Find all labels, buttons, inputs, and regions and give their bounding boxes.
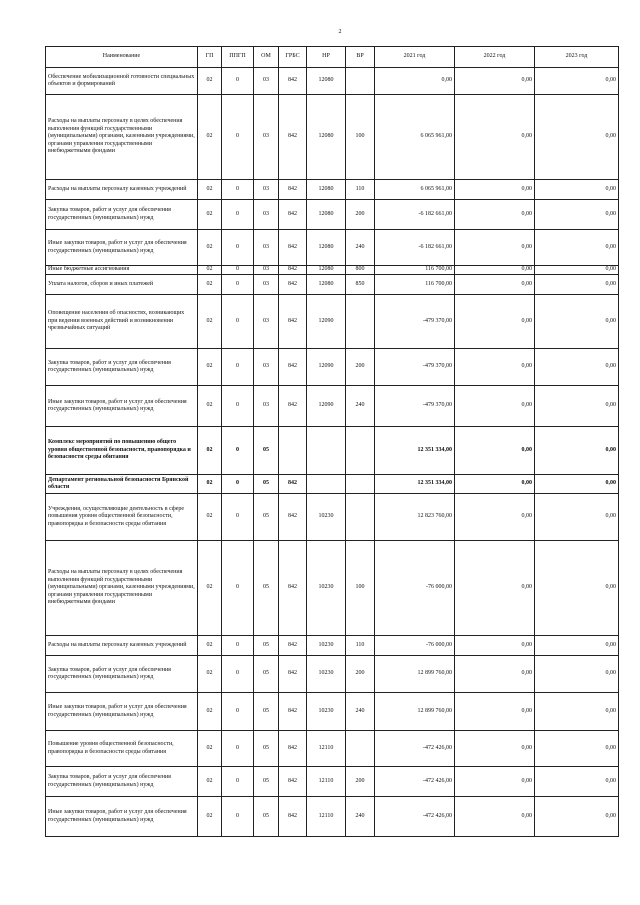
cell-om: 05 — [254, 494, 279, 541]
cell-grbs: 842 — [279, 494, 307, 541]
cell-vr — [346, 475, 375, 494]
cell-grbs: 842 — [279, 475, 307, 494]
cell-name: Иные закупки товаров, работ и услуг для обеспечения государственных (муниципальных) нужд — [46, 797, 198, 837]
cell-nr: 12080 — [307, 275, 346, 295]
cell-name: Закупка товаров, работ и услуг для обеспечения государственных (муниципальных) нужд — [46, 767, 198, 797]
cell-2021: -479 370,00 — [375, 295, 455, 349]
cell-grbs: 842 — [279, 656, 307, 693]
cell-ppgp: 0 — [222, 541, 254, 636]
cell-name: Департамент региональной безопасности Брянской области — [46, 475, 198, 494]
cell-grbs: 842 — [279, 767, 307, 797]
cell-vr: 240 — [346, 230, 375, 266]
cell-grbs — [279, 427, 307, 475]
cell-nr: 12080 — [307, 95, 346, 180]
cell-2023: 0,00 — [535, 475, 619, 494]
table-row — [46, 295, 619, 349]
cell-2023: 0,00 — [535, 200, 619, 230]
cell-2021: -472 426,00 — [375, 797, 455, 837]
cell-vr: 800 — [346, 266, 375, 275]
cell-grbs: 842 — [279, 68, 307, 95]
header-2021: 2021 год — [375, 47, 455, 68]
table-row — [46, 230, 619, 266]
cell-om: 05 — [254, 636, 279, 656]
cell-vr: 240 — [346, 797, 375, 837]
table-row — [46, 386, 619, 427]
cell-ppgp: 0 — [222, 636, 254, 656]
cell-om: 03 — [254, 68, 279, 95]
cell-vr: 100 — [346, 541, 375, 636]
table-row — [46, 275, 619, 295]
cell-ppgp: 0 — [222, 275, 254, 295]
cell-2022: 0,00 — [455, 95, 535, 180]
table-row — [46, 349, 619, 386]
cell-2021: 12 899 760,00 — [375, 693, 455, 731]
cell-2023: 0,00 — [535, 656, 619, 693]
cell-nr: 10230 — [307, 656, 346, 693]
cell-nr: 10230 — [307, 541, 346, 636]
cell-grbs: 842 — [279, 180, 307, 200]
cell-2022: 0,00 — [455, 266, 535, 275]
cell-ppgp: 0 — [222, 68, 254, 95]
cell-name: Расходы на выплаты персоналу в целях обеспечения выполнения функций государственными (муниципальными) органами, казенными учреждениями, органами управления государственными внебюджетными фондами — [46, 541, 198, 636]
cell-nr: 12110 — [307, 731, 346, 767]
cell-ppgp: 0 — [222, 656, 254, 693]
cell-om: 03 — [254, 386, 279, 427]
cell-2023: 0,00 — [535, 386, 619, 427]
cell-2021: -76 000,00 — [375, 541, 455, 636]
cell-2021: -6 182 661,00 — [375, 200, 455, 230]
cell-name: Закупка товаров, работ и услуг для обеспечения государственных (муниципальных) нужд — [46, 656, 198, 693]
cell-name: Иные закупки товаров, работ и услуг для обеспечения государственных (муниципальных) нужд — [46, 386, 198, 427]
cell-2021: -472 426,00 — [375, 767, 455, 797]
cell-gp: 02 — [198, 427, 222, 475]
cell-name: Расходы на выплаты персоналу казенных учреждений — [46, 636, 198, 656]
cell-2022: 0,00 — [455, 230, 535, 266]
cell-grbs: 842 — [279, 541, 307, 636]
cell-2022: 0,00 — [455, 541, 535, 636]
table-row — [46, 767, 619, 797]
cell-name: Закупка товаров, работ и услуг для обеспечения государственных (муниципальных) нужд — [46, 200, 198, 230]
cell-gp: 02 — [198, 656, 222, 693]
cell-2021: 12 351 334,00 — [375, 475, 455, 494]
cell-2022: 0,00 — [455, 68, 535, 95]
table-row — [46, 427, 619, 475]
cell-om: 03 — [254, 349, 279, 386]
header-grbs: ГРБС — [279, 47, 307, 68]
cell-gp: 02 — [198, 95, 222, 180]
cell-2023: 0,00 — [535, 427, 619, 475]
cell-2021: 6 065 961,00 — [375, 180, 455, 200]
cell-vr: 110 — [346, 636, 375, 656]
cell-nr — [307, 475, 346, 494]
cell-gp: 02 — [198, 494, 222, 541]
cell-nr: 12110 — [307, 767, 346, 797]
cell-nr: 12090 — [307, 386, 346, 427]
cell-ppgp: 0 — [222, 494, 254, 541]
cell-2022: 0,00 — [455, 797, 535, 837]
cell-gp: 02 — [198, 731, 222, 767]
cell-gp: 02 — [198, 475, 222, 494]
cell-gp: 02 — [198, 230, 222, 266]
cell-name: Учреждения, осуществляющие деятельность в сфере повышения уровня общественной безопасности, правопорядка и безопасности среды обитания — [46, 494, 198, 541]
header-2023: 2023 год — [535, 47, 619, 68]
cell-vr: 200 — [346, 656, 375, 693]
cell-ppgp: 0 — [222, 475, 254, 494]
cell-2023: 0,00 — [535, 349, 619, 386]
cell-ppgp: 0 — [222, 427, 254, 475]
table-row — [46, 494, 619, 541]
cell-om: 03 — [254, 275, 279, 295]
cell-grbs: 842 — [279, 693, 307, 731]
cell-2023: 0,00 — [535, 266, 619, 275]
cell-2022: 0,00 — [455, 180, 535, 200]
table-row — [46, 731, 619, 767]
cell-nr: 12080 — [307, 266, 346, 275]
cell-2021: 6 065 961,00 — [375, 95, 455, 180]
cell-2023: 0,00 — [535, 767, 619, 797]
cell-2023: 0,00 — [535, 636, 619, 656]
cell-grbs: 842 — [279, 230, 307, 266]
cell-2021: 116 700,00 — [375, 266, 455, 275]
cell-gp: 02 — [198, 349, 222, 386]
table-row — [46, 541, 619, 636]
cell-ppgp: 0 — [222, 180, 254, 200]
cell-nr: 10230 — [307, 494, 346, 541]
cell-gp: 02 — [198, 200, 222, 230]
cell-om: 05 — [254, 693, 279, 731]
cell-gp: 02 — [198, 797, 222, 837]
cell-2022: 0,00 — [455, 767, 535, 797]
cell-vr: 240 — [346, 386, 375, 427]
cell-om: 05 — [254, 767, 279, 797]
cell-om: 05 — [254, 656, 279, 693]
table-row — [46, 636, 619, 656]
cell-gp: 02 — [198, 767, 222, 797]
cell-grbs: 842 — [279, 636, 307, 656]
header-om: ОМ — [254, 47, 279, 68]
cell-om: 03 — [254, 266, 279, 275]
cell-2021: 12 351 334,00 — [375, 427, 455, 475]
table-row — [46, 95, 619, 180]
cell-2022: 0,00 — [455, 693, 535, 731]
cell-nr: 12080 — [307, 68, 346, 95]
cell-name: Расходы на выплаты персоналу в целях обеспечения выполнения функций государственными (муниципальными) органами, казенными учреждениями, органами управления государственными внебюджетными фондами — [46, 95, 198, 180]
cell-om: 03 — [254, 180, 279, 200]
cell-2022: 0,00 — [455, 349, 535, 386]
cell-gp: 02 — [198, 693, 222, 731]
cell-gp: 02 — [198, 295, 222, 349]
table-row — [46, 180, 619, 200]
cell-vr — [346, 68, 375, 95]
cell-2021: -472 426,00 — [375, 731, 455, 767]
cell-nr: 12080 — [307, 230, 346, 266]
cell-grbs: 842 — [279, 95, 307, 180]
cell-name: Повышение уровня общественной безопасности, правопорядка и безопасности среды обитания — [46, 731, 198, 767]
cell-gp: 02 — [198, 636, 222, 656]
cell-nr: 10230 — [307, 693, 346, 731]
cell-ppgp: 0 — [222, 266, 254, 275]
cell-2022: 0,00 — [455, 200, 535, 230]
cell-2023: 0,00 — [535, 731, 619, 767]
cell-gp: 02 — [198, 386, 222, 427]
table-body — [46, 68, 619, 837]
table-row — [46, 266, 619, 275]
header-2022: 2022 год — [455, 47, 535, 68]
cell-2023: 0,00 — [535, 68, 619, 95]
cell-vr: 240 — [346, 693, 375, 731]
cell-nr: 12080 — [307, 200, 346, 230]
cell-name: Иные закупки товаров, работ и услуг для обеспечения государственных (муниципальных) нужд — [46, 693, 198, 731]
cell-ppgp: 0 — [222, 386, 254, 427]
cell-ppgp: 0 — [222, 200, 254, 230]
cell-ppgp: 0 — [222, 349, 254, 386]
cell-grbs: 842 — [279, 266, 307, 275]
cell-vr: 200 — [346, 200, 375, 230]
cell-name: Обеспечение мобилизационной готовности специальных объектов и формирований — [46, 68, 198, 95]
table-row — [46, 200, 619, 230]
cell-grbs: 842 — [279, 200, 307, 230]
cell-name: Иные закупки товаров, работ и услуг для обеспечения государственных (муниципальных) нужд — [46, 230, 198, 266]
cell-name: Комплекс мероприятий по повышению общего уровня общественной безопасности, правопорядка и безопасности среды обитания — [46, 427, 198, 475]
cell-nr — [307, 427, 346, 475]
cell-2021: 0,00 — [375, 68, 455, 95]
cell-2022: 0,00 — [455, 295, 535, 349]
cell-grbs: 842 — [279, 797, 307, 837]
cell-om: 05 — [254, 541, 279, 636]
cell-grbs: 842 — [279, 295, 307, 349]
header-nr: НР — [307, 47, 346, 68]
cell-om: 05 — [254, 731, 279, 767]
cell-vr — [346, 731, 375, 767]
cell-2022: 0,00 — [455, 636, 535, 656]
cell-name: Расходы на выплаты персоналу казенных учреждений — [46, 180, 198, 200]
cell-2021: 116 700,00 — [375, 275, 455, 295]
cell-nr: 12080 — [307, 180, 346, 200]
header-ppgp: ППГП — [222, 47, 254, 68]
cell-name: Закупка товаров, работ и услуг для обеспечения государственных (муниципальных) нужд — [46, 349, 198, 386]
table-row — [46, 656, 619, 693]
cell-2023: 0,00 — [535, 494, 619, 541]
cell-2022: 0,00 — [455, 494, 535, 541]
cell-om: 03 — [254, 230, 279, 266]
cell-2022: 0,00 — [455, 475, 535, 494]
cell-2021: -479 370,00 — [375, 349, 455, 386]
budget-table — [45, 46, 619, 837]
cell-vr — [346, 494, 375, 541]
cell-nr: 10230 — [307, 636, 346, 656]
cell-ppgp: 0 — [222, 767, 254, 797]
header-name: Наименование — [46, 47, 198, 68]
cell-2022: 0,00 — [455, 275, 535, 295]
page-number: 2 — [338, 29, 342, 35]
cell-nr: 12110 — [307, 797, 346, 837]
cell-vr: 200 — [346, 767, 375, 797]
cell-vr: 850 — [346, 275, 375, 295]
cell-2022: 0,00 — [455, 731, 535, 767]
cell-2021: 12 823 760,00 — [375, 494, 455, 541]
cell-2023: 0,00 — [535, 275, 619, 295]
cell-2023: 0,00 — [535, 95, 619, 180]
cell-2021: -76 000,00 — [375, 636, 455, 656]
table-header-row — [46, 47, 619, 68]
cell-om: 03 — [254, 200, 279, 230]
cell-2022: 0,00 — [455, 656, 535, 693]
cell-vr — [346, 295, 375, 349]
cell-vr — [346, 427, 375, 475]
cell-nr: 12090 — [307, 349, 346, 386]
cell-gp: 02 — [198, 541, 222, 636]
cell-2022: 0,00 — [455, 427, 535, 475]
cell-gp: 02 — [198, 180, 222, 200]
cell-vr: 110 — [346, 180, 375, 200]
cell-2021: 12 899 760,00 — [375, 656, 455, 693]
cell-name: Иные бюджетные ассигнования — [46, 266, 198, 275]
cell-ppgp: 0 — [222, 693, 254, 731]
cell-name: Оповещение населения об опасностях, возникающих при ведении военных действий и возникновении чрезвычайных ситуаций — [46, 295, 198, 349]
cell-gp: 02 — [198, 68, 222, 95]
cell-2023: 0,00 — [535, 541, 619, 636]
cell-ppgp: 0 — [222, 230, 254, 266]
cell-ppgp: 0 — [222, 797, 254, 837]
cell-vr: 200 — [346, 349, 375, 386]
cell-2023: 0,00 — [535, 797, 619, 837]
cell-grbs: 842 — [279, 386, 307, 427]
cell-grbs: 842 — [279, 349, 307, 386]
cell-gp: 02 — [198, 266, 222, 275]
cell-ppgp: 0 — [222, 95, 254, 180]
cell-name: Уплата налогов, сборов и иных платежей — [46, 275, 198, 295]
table-row — [46, 475, 619, 494]
cell-gp: 02 — [198, 275, 222, 295]
cell-nr: 12090 — [307, 295, 346, 349]
cell-2023: 0,00 — [535, 180, 619, 200]
table-row — [46, 693, 619, 731]
cell-2021: -479 370,00 — [375, 386, 455, 427]
cell-om: 03 — [254, 295, 279, 349]
cell-grbs: 842 — [279, 731, 307, 767]
cell-vr: 100 — [346, 95, 375, 180]
cell-om: 05 — [254, 427, 279, 475]
cell-2023: 0,00 — [535, 693, 619, 731]
cell-ppgp: 0 — [222, 731, 254, 767]
cell-om: 05 — [254, 475, 279, 494]
cell-2023: 0,00 — [535, 230, 619, 266]
header-vr: ВР — [346, 47, 375, 68]
cell-grbs: 842 — [279, 275, 307, 295]
cell-2022: 0,00 — [455, 386, 535, 427]
cell-2021: -6 182 661,00 — [375, 230, 455, 266]
table-row — [46, 797, 619, 837]
cell-om: 03 — [254, 95, 279, 180]
cell-ppgp: 0 — [222, 295, 254, 349]
table-row — [46, 68, 619, 95]
header-gp: ГП — [198, 47, 222, 68]
cell-om: 05 — [254, 797, 279, 837]
cell-2023: 0,00 — [535, 295, 619, 349]
